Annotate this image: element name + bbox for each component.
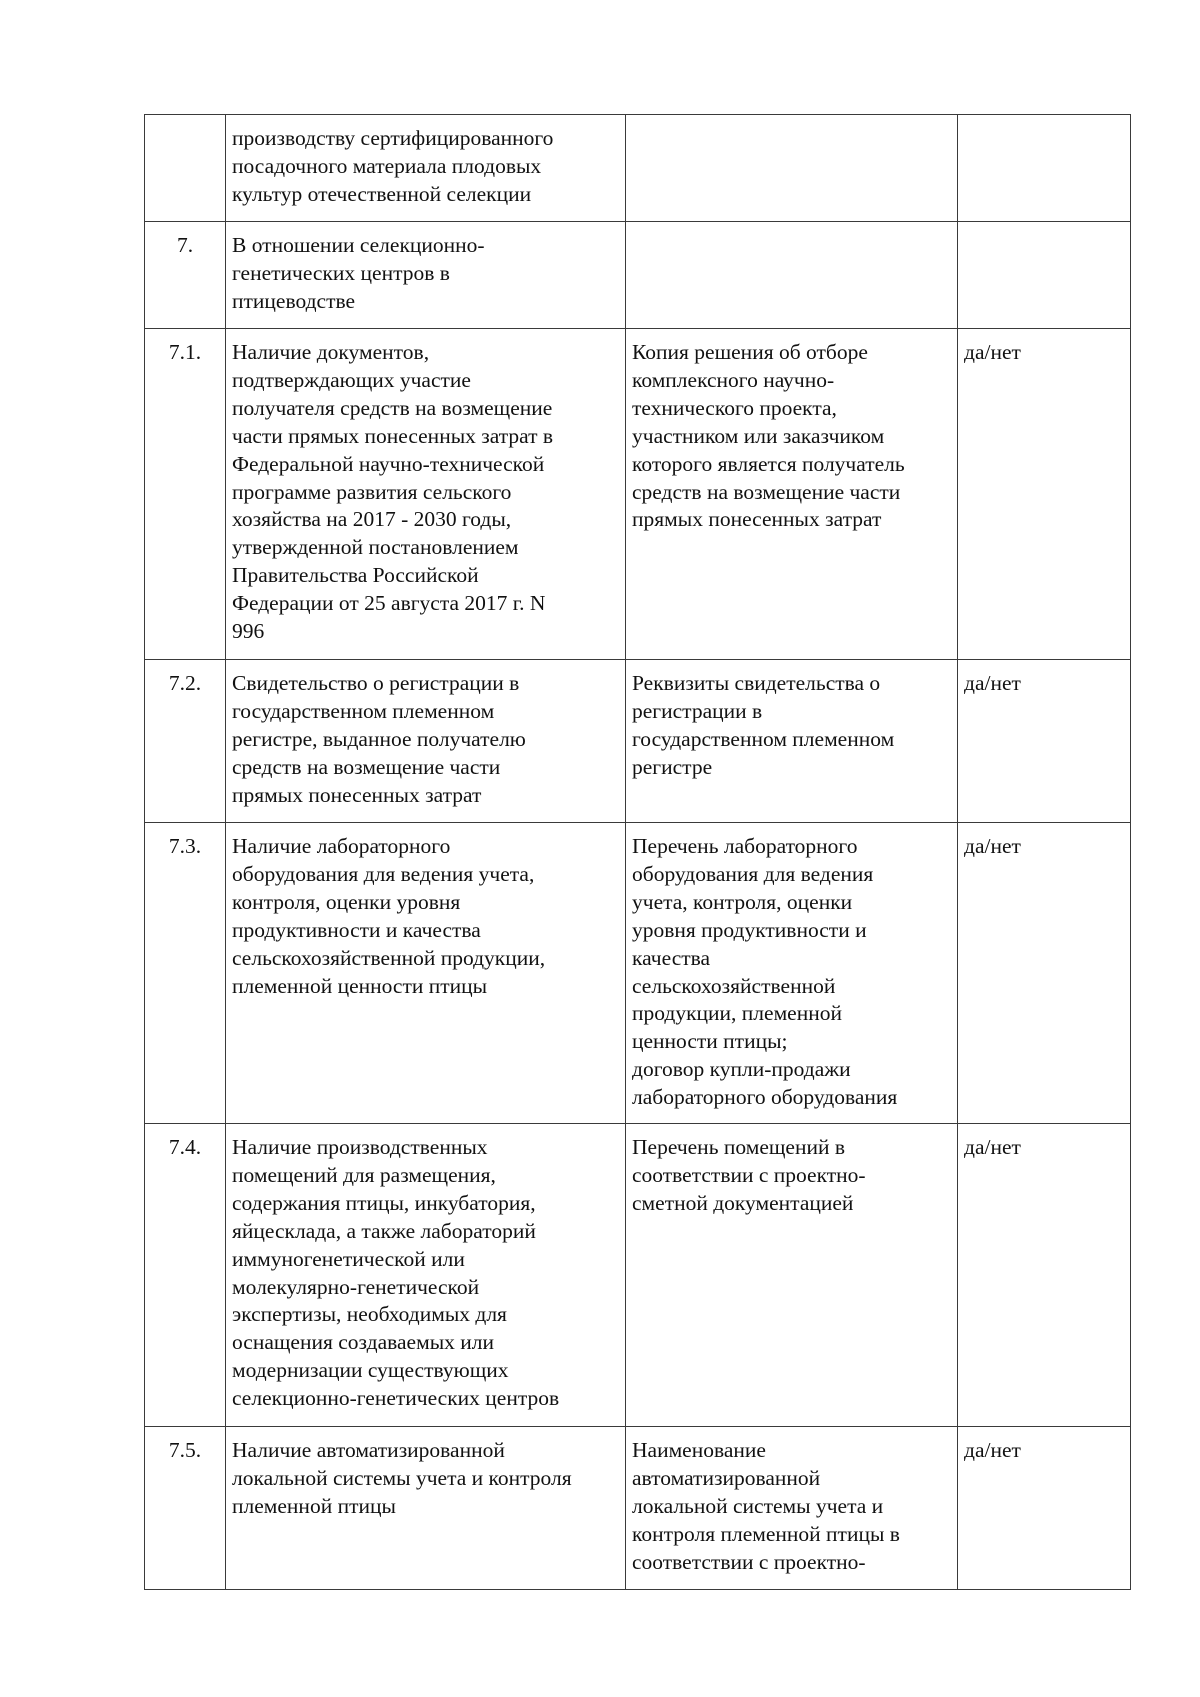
criterion-text: Наличие документов, подтверждающих участие получателя средств на возмещение части прямых понесенных затрат в Федеральной научно-технической программе развития сельского хозяйства на 2017 - 2030 годы, утвержденной постановлением Правительства Российской Федерации от 25 августа 2017 г. N 996 [232,340,554,644]
table-row [145,823,1131,1124]
document-cell [626,222,958,329]
criterion-cell [226,1427,626,1590]
row-number: 7. [145,222,226,329]
document-cell [626,823,958,1124]
row-number: 7.2. [145,660,226,823]
table-row [145,660,1131,823]
answer-cell: да/нет [958,823,1131,1124]
table-row [145,222,1131,329]
criterion-cell [226,222,626,329]
criterion-text: Свидетельство о регистрации в государственном племенном регистре, выданное получателю средств на возмещение части прямых понесенных затрат [232,671,526,807]
criterion-cell [226,115,626,222]
row-number: 7.4. [145,1124,226,1427]
document-text: Перечень лабораторного оборудования для ведения учета, контроля, оценки уровня продуктивности и качества сельскохозяйственной продукции, племенной ценности птицы; договор купли-продажи лабораторного оборудования [632,834,898,1110]
table-row [145,115,1131,222]
criterion-cell [226,1124,626,1427]
answer-cell: да/нет [958,660,1131,823]
row-number: 7.5. [145,1427,226,1590]
document-cell [626,329,958,660]
answer-cell [958,222,1131,329]
criterion-text: Наличие автоматизированной локальной системы учета и контроля племенной птицы [232,1438,572,1518]
answer-cell: да/нет [958,1427,1131,1590]
answer-cell: да/нет [958,1124,1131,1427]
criterion-text: В отношении селекционно- генетических центров в птицеводстве [232,233,485,313]
criterion-text: Наличие лабораторного оборудования для ведения учета, контроля, оценки уровня продуктивности и качества сельскохозяйственной продукции, племенной ценности птицы [232,834,546,998]
document-text: Перечень помещений в соответствии с проектно- сметной документацией [632,1135,866,1215]
criterion-text: Наличие производственных помещений для размещения, содержания птицы, инкубатория, яйцесклада, а также лабораторий иммуногенетической или молекулярно-генетической экспертизы, необходимых для оснащения создаваемых или модернизации существующих селекционно-генетических центров [232,1135,560,1411]
criterion-cell [226,823,626,1124]
document-cell [626,1427,958,1590]
table-row [145,1124,1131,1427]
row-number: 7.1. [145,329,226,660]
document-cell [626,115,958,222]
table-row [145,1427,1131,1590]
document-text: Копия решения об отборе комплексного научно- технического проекта, участником или заказчиком которого является получатель средств на возмещение части прямых понесенных затрат [632,340,905,532]
table-row [145,329,1131,660]
document-cell [626,1124,958,1427]
criterion-text: производству сертифицированного посадочного материала плодовых культур отечественной селекции [232,126,554,206]
criterion-cell [226,329,626,660]
document-text: Наименование автоматизированной локальной системы учета и контроля племенной птицы в соответствии с проектно- [632,1438,900,1574]
criteria-table [144,114,1131,1590]
answer-cell [958,115,1131,222]
document-cell [626,660,958,823]
criterion-cell [226,660,626,823]
document-text: Реквизиты свидетельства о регистрации в государственном племенном регистре [632,671,895,779]
row-number: 7.3. [145,823,226,1124]
answer-cell: да/нет [958,329,1131,660]
row-number [145,115,226,222]
